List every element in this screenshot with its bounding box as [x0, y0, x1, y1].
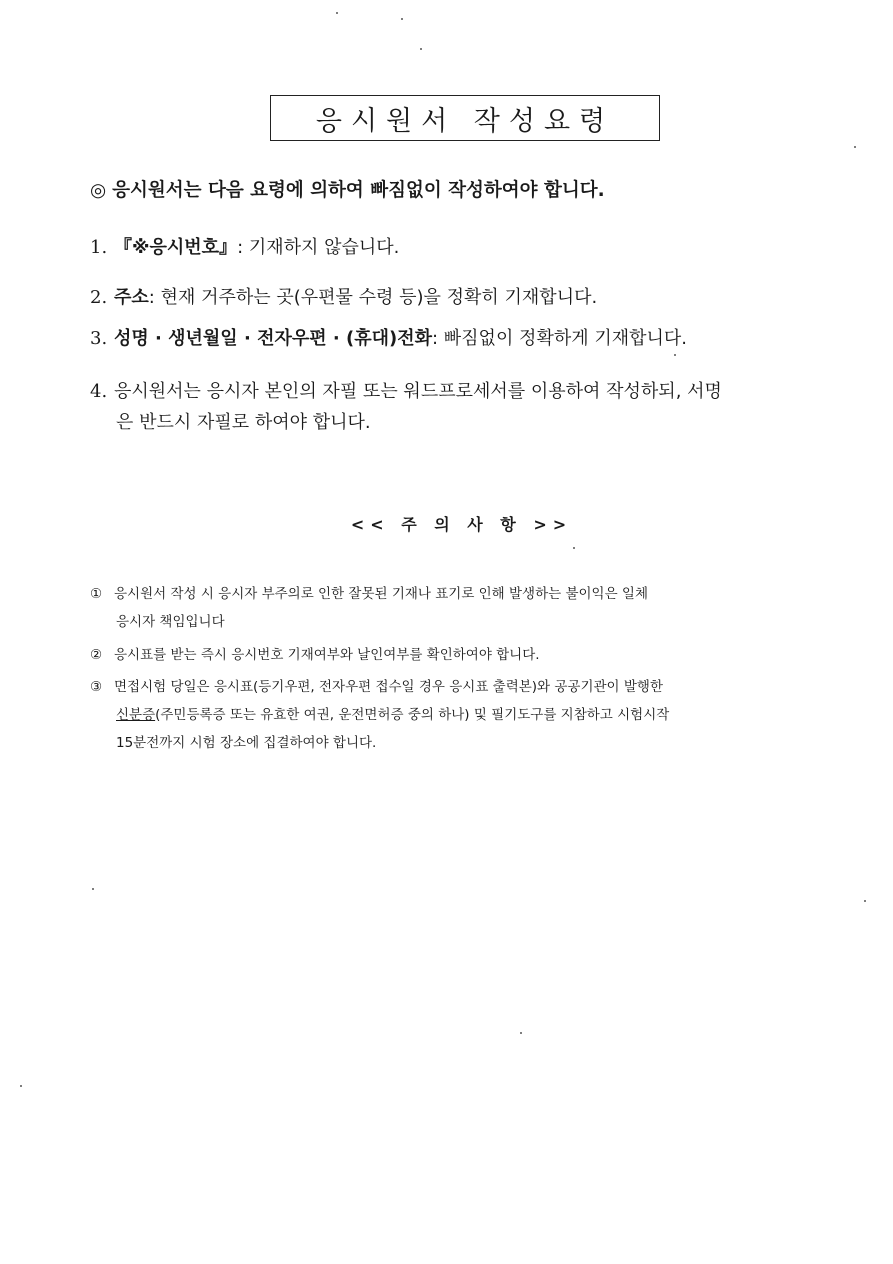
note-text-line2: (주민등록증 또는 유효한 여권, 운전면허증 중의 하나) 및 필기도구를 지참하고 시험시작	[155, 707, 670, 723]
scan-speck	[864, 900, 866, 902]
item-number: 2.	[90, 287, 108, 308]
instruction-item-4	[90, 376, 850, 438]
title-box	[270, 95, 660, 141]
circled-one-icon: ①	[90, 586, 103, 602]
caution-note-3	[90, 673, 840, 757]
scan-speck	[401, 18, 403, 20]
item4-text-line2: 은 반드시 자필로 하여야 합니다.	[116, 412, 371, 433]
scan-speck	[420, 48, 422, 50]
scan-speck	[336, 12, 338, 14]
scan-speck	[520, 1032, 522, 1034]
scan-speck	[92, 888, 94, 890]
circled-three-icon: ③	[90, 679, 103, 695]
note-text-line3: 15분전까지 시험 장소에 집결하여야 합니다.	[116, 735, 377, 751]
item-number: 3.	[90, 328, 108, 349]
caution-note-2	[90, 641, 840, 669]
instruction-item-2	[90, 283, 597, 309]
item-text: : 기재하지 않습니다.	[237, 237, 400, 258]
page-title: 응시원서 작성요령	[315, 105, 615, 137]
item-keyword: 성명 · 생년월일 · 전자우편 · (휴대)전화	[114, 328, 432, 349]
underlined-id-card: 신분증	[116, 707, 156, 723]
note-text-line1: 응시원서 작성 시 응시자 부주의로 인한 잘못된 기재나 표기로 인해 발생하는 불이익은 일체	[114, 586, 649, 602]
caution-note-1	[90, 580, 840, 636]
item-number: 1.	[90, 237, 108, 258]
item-keyword: 『※응시번호』	[114, 237, 238, 258]
note-text-line2: 응시자 책임입니다	[116, 614, 225, 630]
item-number: 4.	[90, 381, 108, 402]
instruction-item-3	[90, 324, 687, 350]
caution-heading: << 주 의 사 항 >>	[350, 515, 573, 534]
note-text-line1: 응시표를 받는 즉시 응시번호 기재여부와 날인여부를 확인하여야 합니다.	[114, 647, 540, 663]
circled-two-icon: ②	[90, 647, 103, 663]
intro-text: 응시원서는 다음 요령에 의하여 빠짐없이 작성하여야 합니다.	[112, 180, 605, 201]
note-text-line1: 면접시험 당일은 응시표(등기우편, 전자우편 접수일 경우 응시표 출력본)와 공공기관이 발행한	[114, 679, 664, 695]
double-circle-icon: ◎	[90, 180, 107, 201]
intro-line	[90, 176, 605, 202]
item4-line1	[90, 376, 850, 407]
scan-speck	[854, 146, 856, 148]
item-text: : 빠짐없이 정확하게 기재합니다.	[432, 328, 687, 349]
scan-speck	[573, 547, 575, 549]
scan-speck	[20, 1085, 22, 1087]
instruction-item-1	[90, 233, 399, 259]
scan-speck	[674, 354, 676, 356]
item-keyword: 주소	[114, 287, 149, 308]
item-text: : 현재 거주하는 곳(우편물 수령 등)을 정확히 기재합니다.	[148, 287, 598, 308]
item4-text-line1: 응시원서는 응시자 본인의 자필 또는 워드프로세서를 이용하여 작성하되, 서명	[114, 381, 722, 402]
